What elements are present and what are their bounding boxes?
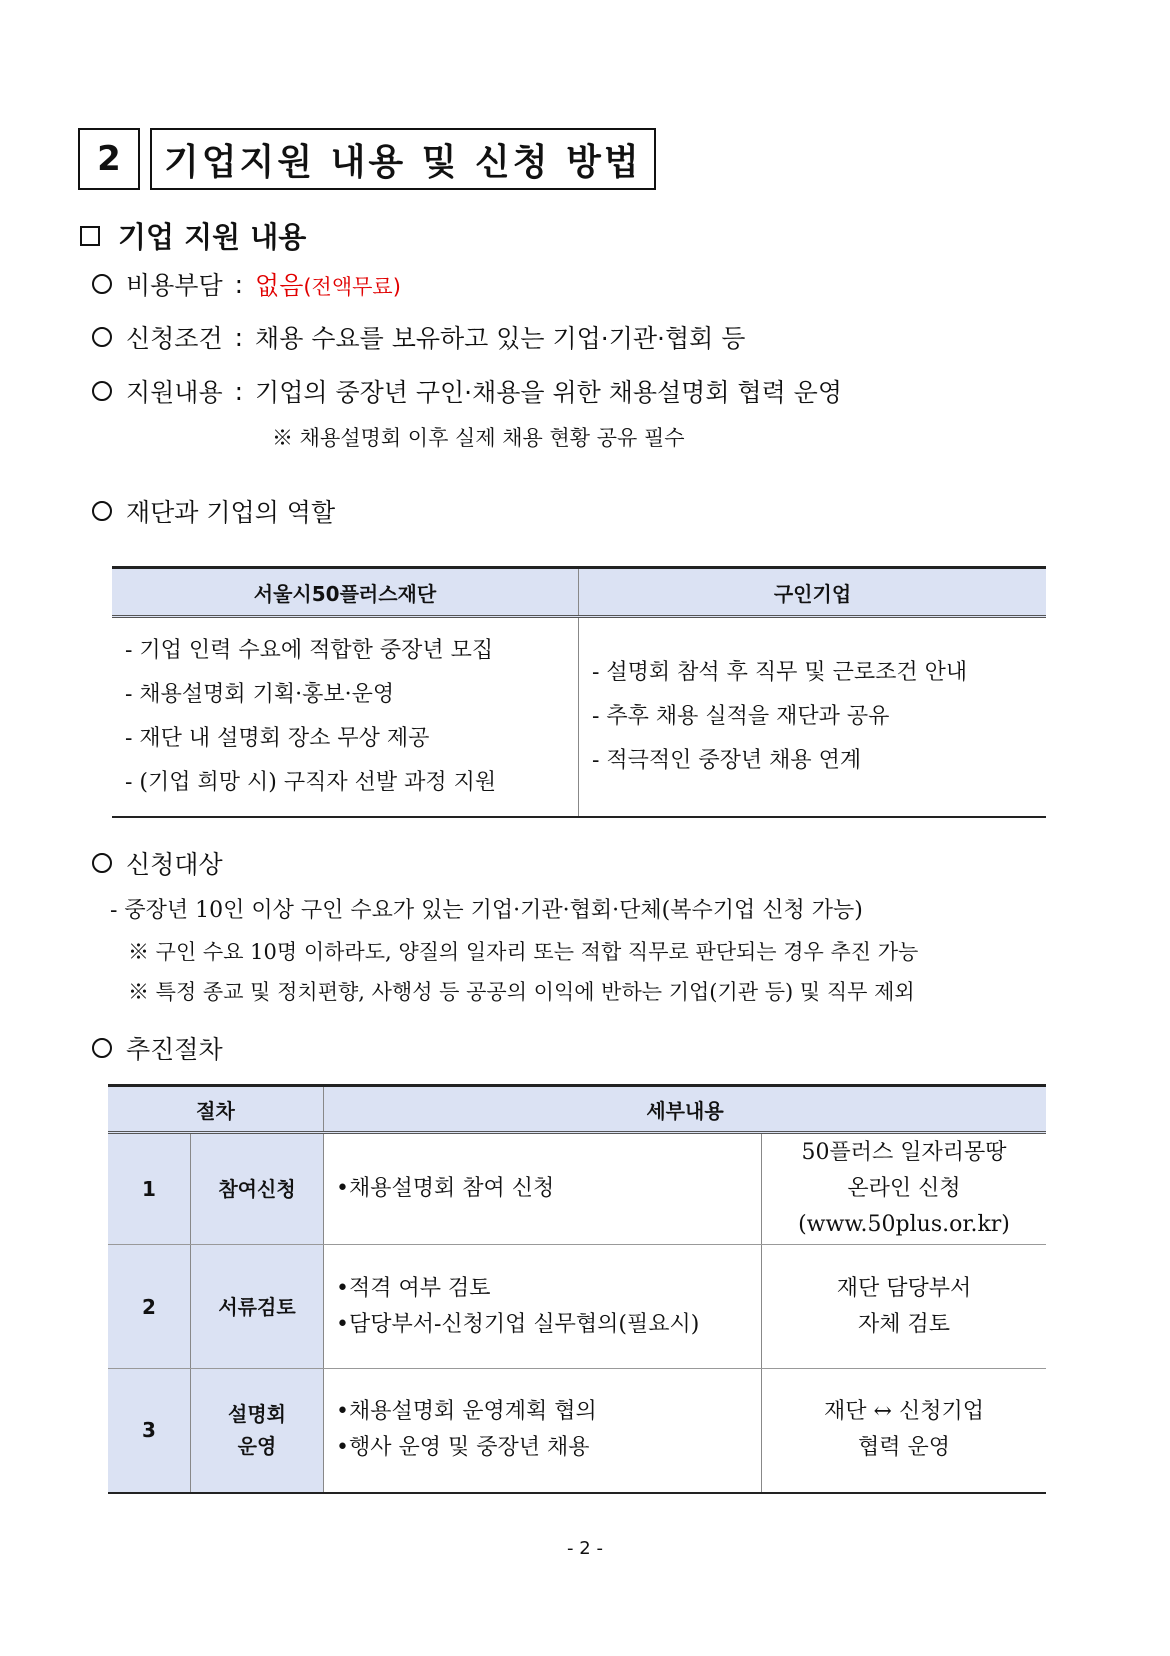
step-number: 2 (108, 1245, 191, 1369)
procedure-header-detail: 세부내용 (324, 1086, 1047, 1133)
item-content (92, 373, 842, 409)
step-details (324, 1133, 762, 1245)
square-bullet-icon (80, 226, 100, 246)
section-header (78, 128, 656, 190)
section-number: 2 (78, 128, 140, 190)
colon: : (234, 376, 244, 406)
circle-bullet-icon (92, 501, 112, 521)
channel-line: 재단 ↔ 신청기업 (824, 1399, 984, 1425)
list-item: - (기업 희망 시) 구직자 선발 과정 지원 (125, 770, 497, 795)
list-item: - 추후 채용 실적을 재단과 공유 (592, 704, 890, 729)
procedure-title: 추진절차 (126, 1035, 223, 1064)
page-number: - 2 - (567, 1538, 603, 1559)
item-value (255, 266, 401, 302)
channel-line: 온라인 신청 (847, 1176, 961, 1201)
procedure-heading (92, 1030, 223, 1066)
table-row (108, 1245, 1046, 1369)
step-number: 1 (108, 1133, 191, 1245)
circle-bullet-icon (92, 274, 112, 294)
item-cost (92, 266, 401, 302)
table-row (108, 1369, 1046, 1493)
procedure-table (108, 1084, 1046, 1494)
item-value: 기업의 중장년 구인·채용을 위한 채용설명회 협력 운영 (255, 378, 842, 407)
value-sub: (전액무료) (303, 275, 401, 299)
step-name: 서류검토 (191, 1245, 324, 1369)
roles-company-cell (579, 617, 1047, 818)
channel-line: 50플러스 일자리몽땅 (801, 1140, 1007, 1165)
roles-foundation-list (113, 619, 577, 815)
item-label: 지원내용 (126, 378, 223, 407)
list-item: - 기업 인력 수요에 적합한 중장년 모집 (125, 638, 494, 663)
subsection-title: 기업 지원 내용 (118, 220, 307, 254)
colon: : (234, 322, 244, 352)
item-label: 신청조건 (126, 324, 223, 353)
roles-heading (92, 493, 335, 529)
roles-foundation-cell (112, 617, 579, 818)
roles-header-company: 구인기업 (579, 568, 1047, 617)
item-condition (92, 319, 745, 355)
step-details (324, 1369, 762, 1493)
channel-line: (www.50plus.or.kr) (798, 1212, 1010, 1237)
detail-line: •채용설명회 참여 신청 (336, 1176, 555, 1201)
circle-bullet-icon (92, 1038, 112, 1058)
subsection-heading (80, 215, 306, 256)
step-name (191, 1369, 324, 1493)
roles-table (112, 566, 1046, 818)
step-channel (762, 1245, 1047, 1369)
list-item: - 재단 내 설명회 장소 무상 제공 (125, 726, 430, 751)
step-details (324, 1245, 762, 1369)
list-item: - 채용설명회 기획·홍보·운영 (125, 682, 395, 707)
circle-bullet-icon (92, 327, 112, 347)
detail-line: •행사 운영 및 중장년 채용 (336, 1435, 590, 1461)
circle-bullet-icon (92, 853, 112, 873)
step-name-line: 운영 (237, 1434, 277, 1459)
step-channel (762, 1133, 1047, 1245)
target-heading (92, 845, 223, 881)
detail-line: •담당부서-신청기업 실무협의(필요시) (336, 1311, 700, 1337)
target-note-2: ※ 특정 종교 및 정치편향, 사행성 등 공공의 이익에 반하는 기업(기관 등) 및 직무 제외 (128, 980, 915, 1004)
item-value: 채용 수요를 보유하고 있는 기업·기관·협회 등 (255, 324, 746, 353)
channel-line: 재단 담당부서 (836, 1275, 972, 1301)
content-note: ※ 채용설명회 이후 실제 채용 현황 공유 필수 (272, 426, 685, 450)
circle-bullet-icon (92, 381, 112, 401)
list-item: - 설명회 참석 후 직무 및 근로조건 안내 (592, 660, 968, 685)
procedure-header-step: 절차 (108, 1086, 324, 1133)
section-title: 기업지원 내용 및 신청 방법 (150, 128, 656, 190)
step-number: 3 (108, 1369, 191, 1493)
channel-line: 자체 검토 (857, 1311, 950, 1337)
item-label: 비용부담 (126, 271, 223, 300)
step-name-line: 설명회 (228, 1402, 286, 1427)
target-line: - 중장년 10인 이상 구인 수요가 있는 기업·기관·협회·단체(복수기업 신청 가능) (110, 898, 863, 923)
list-item: - 적극적인 중장년 채용 연계 (592, 748, 862, 773)
step-channel (762, 1369, 1047, 1493)
roles-company-list (580, 641, 1045, 793)
detail-line: •적격 여부 검토 (336, 1275, 491, 1301)
value-main: 없음 (255, 271, 304, 300)
roles-header-foundation: 서울시50플러스재단 (112, 568, 579, 617)
channel-line: 협력 운영 (857, 1435, 950, 1461)
target-note-1: ※ 구인 수요 10명 이하라도, 양질의 일자리 또는 적합 직무로 판단되는 경우 추진 가능 (128, 940, 919, 964)
table-row (108, 1133, 1046, 1245)
detail-line: •채용설명회 운영계획 협의 (336, 1399, 597, 1425)
roles-title: 재단과 기업의 역할 (126, 498, 336, 527)
target-title: 신청대상 (126, 850, 223, 879)
step-name: 참여신청 (191, 1133, 324, 1245)
colon: : (234, 269, 244, 299)
